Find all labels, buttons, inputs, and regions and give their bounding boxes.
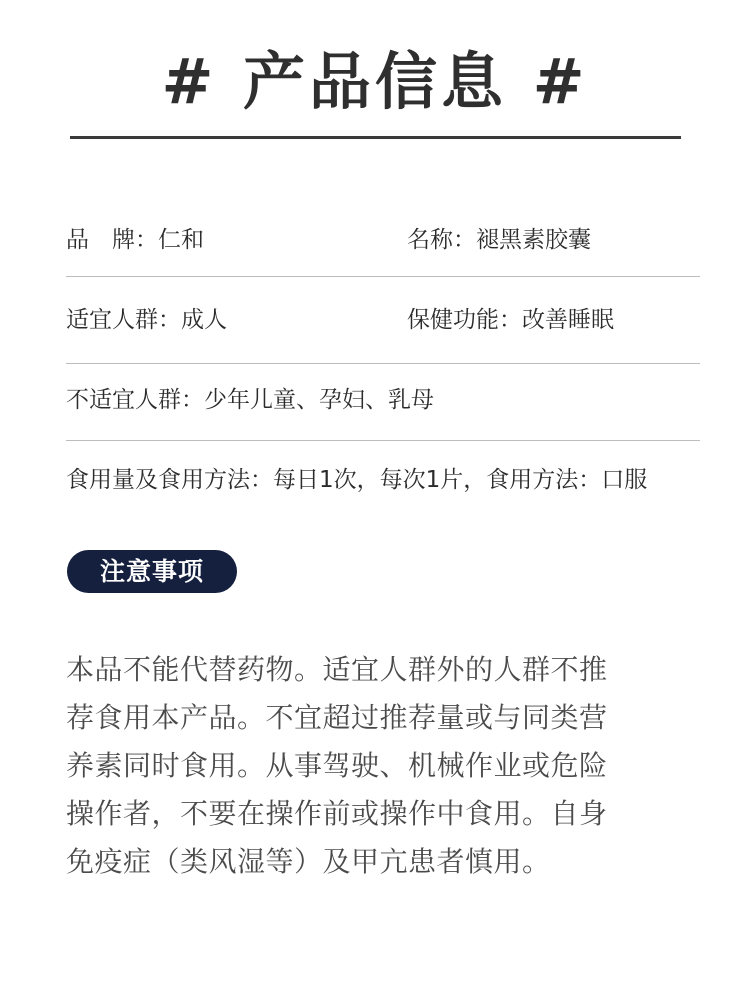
dosage-field: 食用量及食用方法：每日1次，每次1片，食用方法：口服 (66, 467, 648, 493)
product-name-field: 名称：褪黑素胶囊 (407, 227, 591, 253)
row-divider (66, 276, 700, 277)
notice-line: 养素同时食用。从事驾驶、机械作业或危险 (66, 749, 608, 782)
notice-line: 荐食用本产品。不宜超过推荐量或与同类营 (66, 701, 608, 734)
notice-line: 操作者，不要在操作前或操作中食用。自身 (66, 797, 608, 830)
unsuitable-audience-field: 不适宜人群：少年儿童、孕妇、乳母 (66, 387, 434, 413)
page-title: # 产品信息 # (161, 45, 589, 118)
notice-line: 免疫症（类风湿等）及甲亢患者慎用。 (66, 845, 551, 878)
notice-line: 本品不能代替药物。适宜人群外的人群不推 (66, 653, 608, 686)
notice-text (66, 646, 676, 886)
suitable-audience-field: 适宜人群：成人 (66, 307, 227, 333)
row-divider (66, 440, 700, 441)
title-divider (70, 136, 681, 139)
health-function-field: 保健功能：改善睡眠 (407, 307, 614, 333)
brand-field: 品 牌：仁和 (66, 227, 204, 253)
row-divider (66, 363, 700, 364)
notice-label-badge: 注意事项 (67, 550, 237, 593)
